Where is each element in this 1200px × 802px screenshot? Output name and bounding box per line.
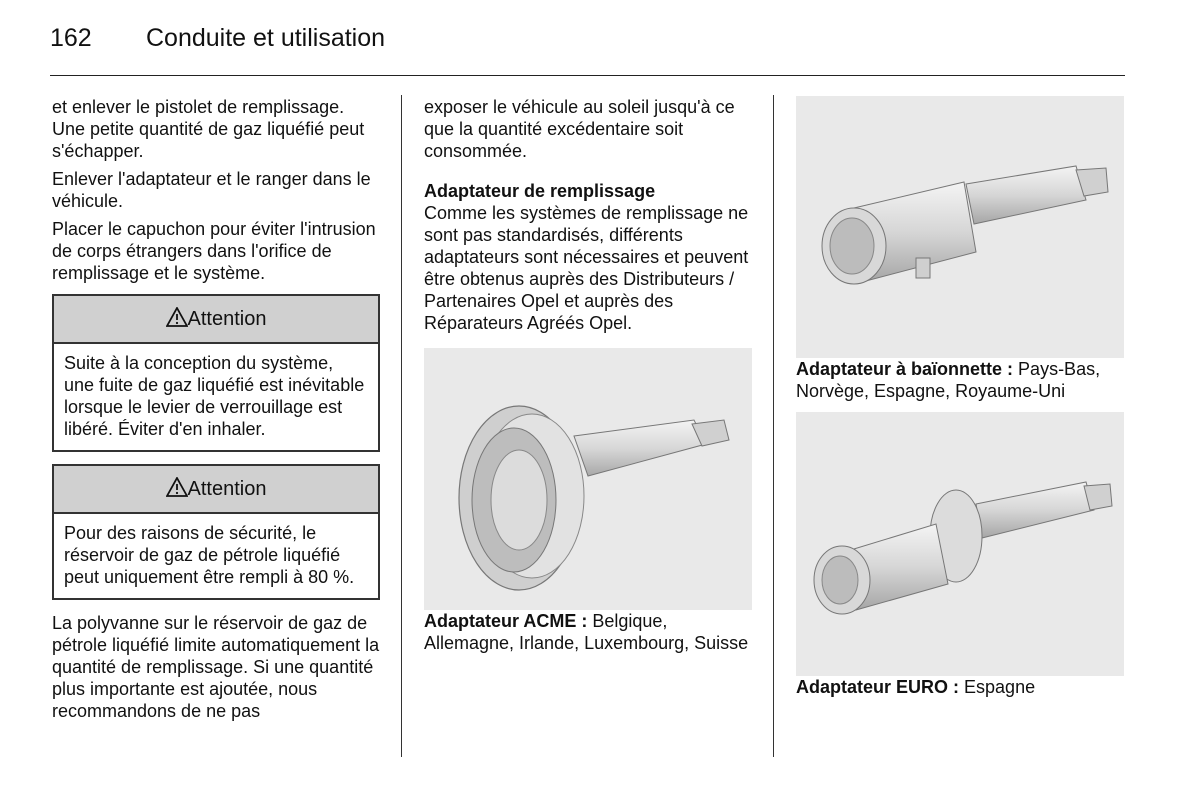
- euro-adapter-illustration: [796, 412, 1124, 676]
- caption-label: Adaptateur ACME :: [424, 611, 588, 631]
- warning-header: [54, 296, 378, 344]
- page-number: 162: [50, 24, 92, 52]
- bayonet-adapter-illustration: [796, 96, 1124, 358]
- caption-text: Belgique, Allemagne, Irlande, Luxembourg, Suisse: [424, 611, 749, 653]
- warning-triangle-icon: [166, 477, 188, 497]
- acme-adapter-figure: [424, 348, 752, 610]
- paragraph: exposer le véhicule au soleil jusqu'à ce que la quantité excédentaire soit consommée.: [424, 97, 735, 161]
- column-1: [52, 96, 380, 728]
- paragraph: Comme les systèmes de remplissage ne sont pas standardisés, différents adaptateurs sont nécessaires et peuvent être obtenus auprès des Distributeurs / Partenaires Opel et auprès des Réparateurs Agréés Opel.: [424, 203, 749, 333]
- figure-caption: [796, 358, 1126, 402]
- column-divider-1: [401, 95, 402, 757]
- warning-title: Attention: [187, 478, 267, 500]
- warning-text: Suite à la conception du système, une fuite de gaz liquéfié est inévitable lorsque le levier de verrouillage est libéré. Éviter d'en inhaler.: [64, 353, 365, 439]
- bayonet-adapter-figure: [796, 96, 1124, 358]
- header-rule: [50, 75, 1125, 76]
- page-title: Conduite et utilisation: [146, 24, 386, 52]
- warning-text: Pour des raisons de sécurité, le réservoir de gaz de pétrole liquéfié peut uniquement être rempli à 80 %.: [64, 523, 355, 587]
- paragraph: Placer le capuchon pour éviter l'intrusion de corps étrangers dans l'orifice de remplissage et le système.: [52, 219, 376, 283]
- column-divider-2: [773, 95, 774, 757]
- warning-triangle-icon: [166, 307, 188, 327]
- paragraph: Enlever l'adaptateur et le ranger dans le véhicule.: [52, 169, 371, 211]
- column-3: [796, 96, 1126, 704]
- figure-caption: [796, 676, 1126, 698]
- caption-text: Espagne: [964, 677, 1036, 697]
- warning-header: [54, 466, 378, 514]
- warning-box: [52, 294, 380, 452]
- caption-text: Pays-Bas, Norvège, Espagne, Royaume-Uni: [796, 359, 1101, 401]
- caption-label: Adaptateur à baïonnette :: [796, 359, 1014, 379]
- paragraph: La polyvanne sur le réservoir de gaz de pétrole liquéfié limite automatiquement la quantité de remplissage. Si une quantité plus importante est ajoutée, nous recommandons de ne pas: [52, 613, 380, 721]
- warning-title: Attention: [187, 308, 267, 330]
- column-2: [424, 96, 754, 660]
- figure-caption: [424, 610, 754, 654]
- caption-label: Adaptateur EURO :: [796, 677, 960, 697]
- section-heading: Adaptateur de remplissage: [424, 181, 656, 201]
- paragraph: et enlever le pistolet de remplissage. Une petite quantité de gaz liquéfié peut s'échapper.: [52, 97, 365, 161]
- warning-box: [52, 464, 380, 600]
- euro-adapter-figure: [796, 412, 1124, 676]
- acme-adapter-illustration: [424, 348, 752, 610]
